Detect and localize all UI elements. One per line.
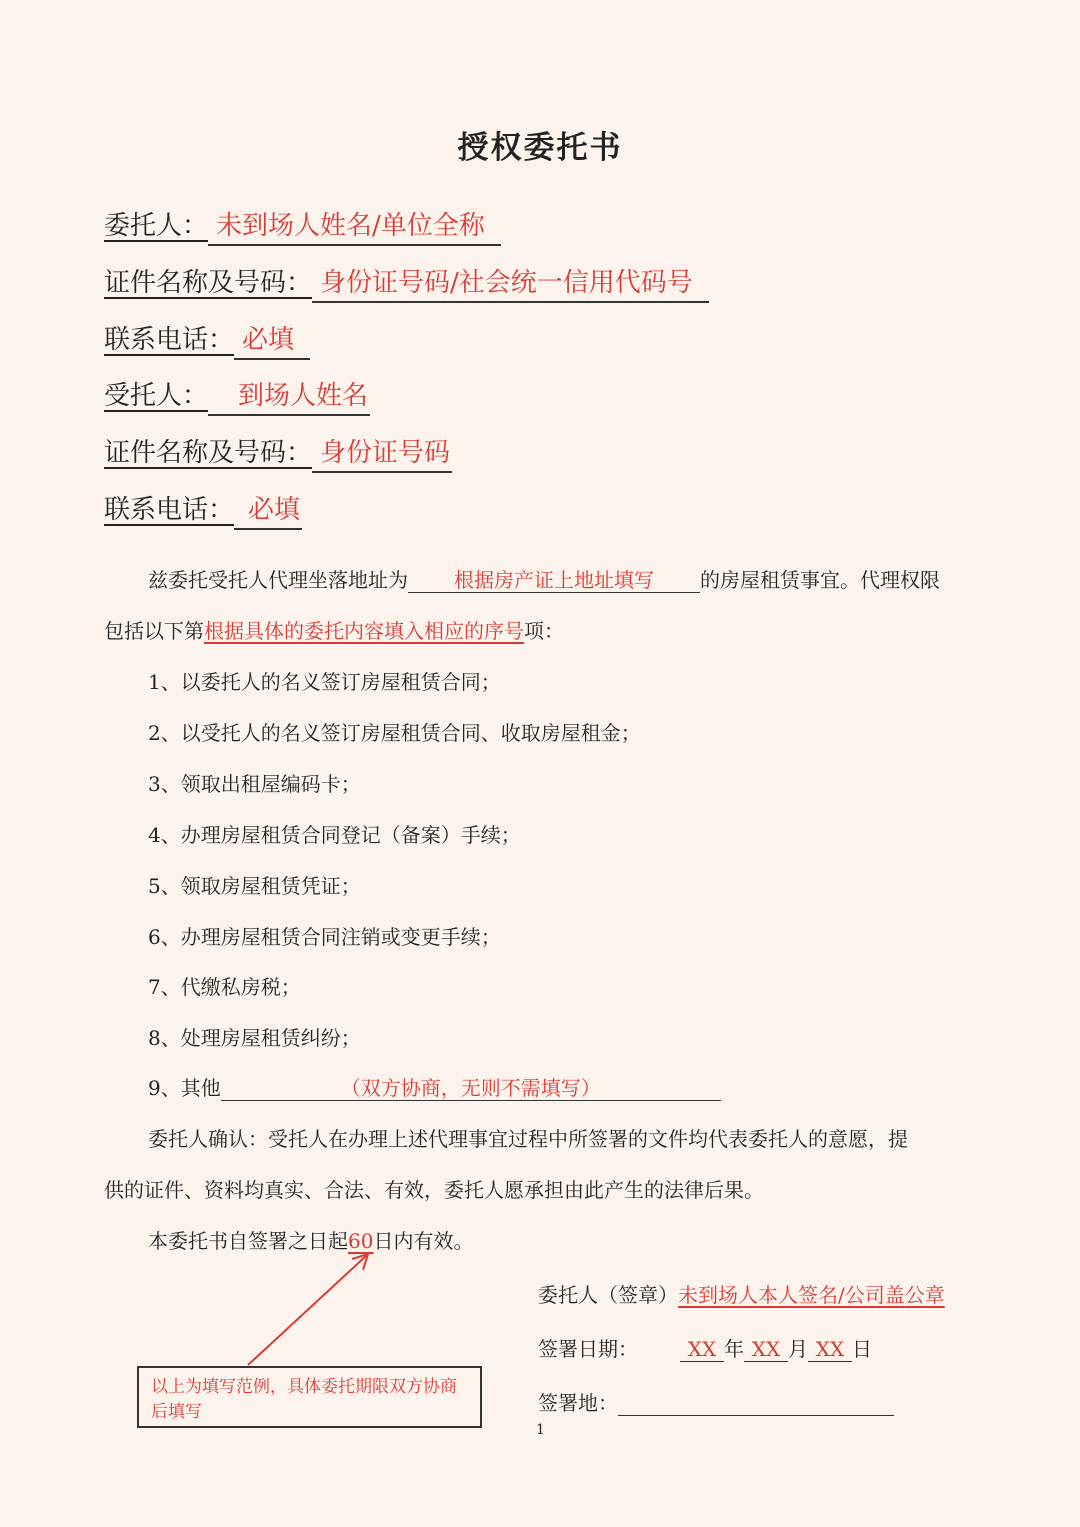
sign-date-label: 签署日期： [538,1337,638,1361]
confirm-line1: 委托人确认：受托人在办理上述代理事宜过程中所签署的文件均代表委托人的意愿，提 [148,1127,908,1151]
year-label: 年 [724,1337,744,1361]
confirm-line2: 供的证件、资料均真实、合法、有效，委托人愿承担由此产生的法律后果。 [104,1178,764,1202]
para1-post: 的房屋租赁事宜。代理权限 [700,568,940,592]
agent-id-value: 身份证号码 [312,439,452,473]
principal-phone-label: 联系电话： [104,325,235,355]
principal-value: 未到场人姓名/单位全称 [208,212,501,246]
agent-id-label: 证件名称及号码： [104,438,313,468]
item9-label: 9、其他 [148,1076,221,1100]
list-item: 1、以委托人的名义签订房屋租赁合同； [148,670,501,694]
validity-pre: 本委托书自签署之日起 [148,1229,348,1253]
list-item: 2、以受托人的名义签订房屋租赁合同、收取房屋租金； [148,721,641,745]
sign-year: XX [680,1337,724,1362]
principal-label: 委托人： [104,211,209,241]
list-item: 4、办理房屋租赁合同登记（备案）手续； [148,823,521,847]
sample-note-box: 以上为填写范例，具体委托期限双方协商后填写 [137,1366,482,1428]
sign-day: XX [808,1337,852,1362]
page-number: 1 [536,1422,545,1438]
para1-line2-post: 项： [524,619,564,643]
para1-pre: 兹委托受托人代理坐落地址为 [148,568,408,592]
principal-phone-value: 必填 [234,326,310,360]
validity-days: 60 [348,1229,374,1253]
item9-hint: （双方协商，无则不需填写） [221,1076,721,1101]
agent-label: 受托人： [104,381,209,411]
month-label: 月 [788,1337,808,1361]
list-item: 5、领取房屋租赁凭证； [148,874,361,898]
sign-place-blank [618,1395,894,1416]
agent-phone-label: 联系电话： [104,495,235,525]
day-label: 日 [852,1337,872,1361]
sign-place-label: 签署地： [538,1391,618,1415]
list-item: 8、处理房屋租赁纠纷； [148,1026,361,1050]
signature-hint: 未到场人本人签名/公司盖公章 [678,1283,945,1307]
sign-place-line [538,1387,894,1416]
para1-line2-pre: 包括以下第 [104,619,204,643]
validity-post: 日内有效。 [373,1229,474,1253]
signature-line [538,1279,945,1308]
item-number-hint: 根据具体的委托内容填入相应的序号 [204,619,524,643]
agent-value: 到场人姓名 [208,382,370,416]
signature-label: 委托人（签章） [538,1283,678,1307]
sign-date-line [538,1333,872,1362]
sign-month: XX [744,1337,788,1362]
list-item: 3、领取出租屋编码卡； [148,772,361,796]
list-item: 6、办理房屋租赁合同注销或变更手续； [148,925,501,949]
principal-id-label: 证件名称及号码： [104,268,313,298]
agent-phone-value: 必填 [234,496,302,530]
principal-id-value: 身份证号码/社会统一信用代码号 [312,269,709,303]
address-hint: 根据房产证上地址填写 [408,568,700,593]
page-title: 授权委托书 [457,130,623,166]
list-item: 7、代缴私房税； [148,975,301,999]
